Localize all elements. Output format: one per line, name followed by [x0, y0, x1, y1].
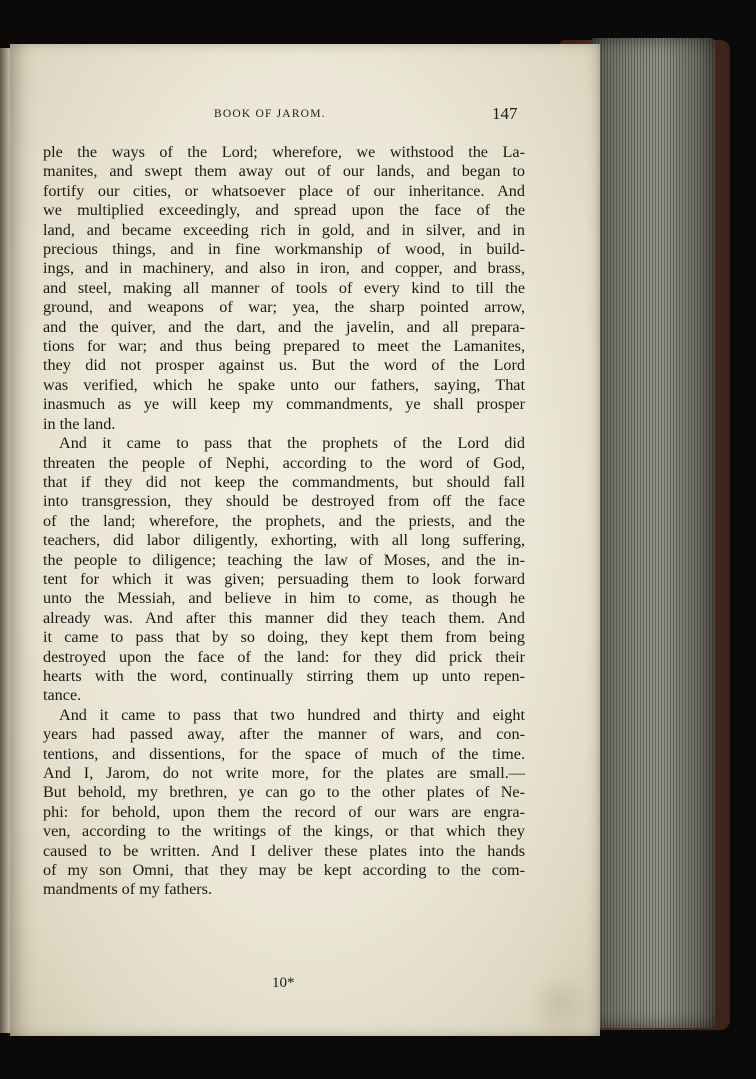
text-line: And it came to pass that the prophets of the Lord did: [59, 434, 525, 453]
text-line: that if they did not keep the commandments, but should fall: [43, 472, 525, 491]
text-line: destroyed upon the face of the land: for they did prick their: [43, 647, 525, 666]
running-head: BOOK OF JAROM.: [214, 108, 326, 120]
text-line: we multiplied exceedingly, and spread upon the face of the: [43, 201, 525, 220]
page-block-edge: [592, 38, 716, 1028]
page-number: 147: [492, 104, 518, 123]
text-line: in the land.: [43, 414, 116, 433]
text-line: hearts with the word, continually stirring them up unto repen-: [43, 666, 525, 685]
signature-mark: 10*: [272, 975, 295, 991]
paper-stain: [530, 969, 590, 1039]
text-line: And I, Jarom, do not write more, for the plates are small.—: [43, 764, 525, 782]
text-line: And it came to pass that two hundred and thirty and eight: [59, 705, 525, 724]
text-line: mandments of my fathers.: [43, 880, 213, 899]
text-line: it came to pass that by so doing, they kept them from being: [43, 628, 525, 647]
text-line: caused to be written. And I deliver these plates into the hands: [43, 841, 525, 860]
text-line: tent for which it was given; persuading them to look forward: [43, 569, 525, 588]
text-line: they did not prosper against us. But the word of the Lord: [43, 356, 525, 375]
text-line: precious things, and in fine workmanship of wood, in build-: [43, 240, 525, 259]
text-line: and steel, making all manner of tools of every kind to till the: [43, 278, 525, 297]
text-line: land, and became exceeding rich in gold, and in silver, and in: [43, 220, 525, 239]
text-line: inasmuch as ye will keep my commandments, ye shall prosper: [43, 395, 525, 414]
text-line: teachers, did labor diligently, exhorting, with all long suffering,: [43, 531, 525, 550]
text-line: manites, and swept them away out of our lands, and began to: [43, 162, 525, 181]
text-line: tance.: [43, 686, 82, 705]
text-line: tions for war; and thus being prepared to meet the Lamanites,: [43, 337, 525, 356]
text-line: of the land; wherefore, the prophets, and the priests, and the: [43, 511, 525, 530]
text-line: fortify our cities, or whatsoever place of our inheritance. And: [43, 181, 525, 200]
text-line: and the quiver, and the dart, and the javelin, and all prepara-: [43, 317, 525, 336]
text-line: into transgression, they should be destroyed from off the face: [43, 492, 525, 511]
text-line: ven, according to the writings of the kings, or that which they: [43, 822, 525, 841]
text-line: years had passed away, after the manner of wars, and con-: [43, 725, 525, 744]
body-text: [43, 143, 525, 900]
text-line: ple the ways of the Lord; wherefore, we withstood the La-: [43, 143, 525, 161]
text-line: ings, and in machinery, and also in iron, and copper, and brass,: [43, 259, 525, 278]
text-line: of my son Omni, that they may be kept according to the com-: [43, 861, 525, 880]
text-line: the people to diligence; teaching the law of Moses, and the in-: [43, 550, 525, 569]
text-line: tentions, and dissentions, for the space of much of the time.: [43, 744, 525, 763]
text-line: already was. And after this manner did they teach them. And: [43, 608, 525, 627]
text-line: threaten the people of Nephi, according to the word of God,: [43, 453, 525, 472]
text-line: But behold, my brethren, ye can go to the other plates of Ne-: [43, 783, 525, 802]
text-line: unto the Messiah, and believe in him to come, as though he: [43, 589, 525, 608]
text-line: was verified, which he spake unto our fathers, saying, That: [43, 375, 525, 394]
text-line: phi: for behold, upon them the record of our wars are engra-: [43, 802, 525, 821]
text-line: ground, and weapons of war; yea, the sharp pointed arrow,: [43, 298, 525, 317]
